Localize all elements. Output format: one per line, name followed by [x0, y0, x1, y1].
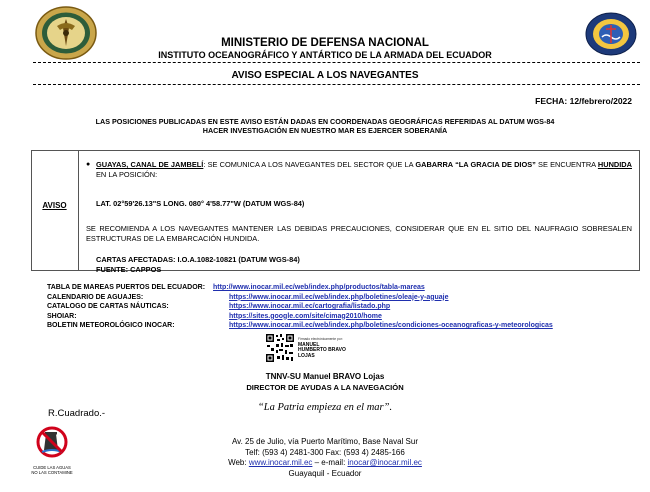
link-label: CALENDARIO DE AGUAJES: — [47, 293, 144, 301]
bullet-icon: ● — [86, 161, 91, 168]
web-email-line — [0, 458, 650, 469]
header-divider — [33, 62, 640, 63]
notice-recommendation: SE RECOMIENDA A LOS NAVEGANTES MANTENER LAS DEBIDAS PRECAUCIONES, CONSIDERAR QUE EN EL SITIO DEL NAUFRAGIO SOBRESALEN ESTRUCTURAS DE LA EMBARCACIÓN HUNDIDA. — [86, 224, 632, 243]
link-row — [47, 312, 637, 322]
link-label: CATALOGO DE CARTAS NÁUTICAS: — [47, 303, 169, 310]
sovereignty-slogan: HACER INVESTIGACIÓN EN NUESTRO MAR ES EJERCER SOBERANÍA — [202, 126, 448, 135]
link-label: SHOIAR: — [47, 312, 77, 320]
motto: “La Patria empieza en el mar”. — [257, 402, 393, 413]
notice-content — [86, 160, 632, 275]
notice-source: FUENTE: CAPPOS — [96, 265, 162, 274]
notice-box-divider — [78, 150, 79, 271]
signature-name-line: LOJAS — [298, 352, 315, 359]
notice-bullet — [86, 160, 632, 180]
notice-text-c: EN LA POSICIÓN: — [96, 170, 158, 179]
link-row — [47, 293, 637, 303]
link-row — [47, 321, 637, 331]
notice-text-a: : SE COMUNICA A LOS NAVEGANTES DEL SECTOR QUE LA — [203, 160, 416, 169]
notice-position: LAT. 02°59'26.13"S LONG. 080° 4'58.77"W (DATUM WGS-84) — [96, 199, 305, 208]
signed-by-label: Firmado electrónicamente por: — [298, 337, 343, 341]
contact-address — [0, 437, 650, 479]
author-initials: R.Cuadrado.- — [48, 408, 106, 419]
shoiar-link[interactable]: https://sites.google.com/site/cimag2010/home — [229, 312, 382, 320]
city-line: Guayaquil - Ecuador — [288, 468, 362, 478]
env-logo-line: CUIDE LAS AGUAS — [33, 465, 71, 470]
link-row — [47, 283, 637, 293]
digital-signature-text — [298, 337, 346, 359]
document-date: FECHA: 12/febrero/2022 — [535, 96, 632, 106]
reference-links — [47, 283, 637, 331]
web-label: Web: — [228, 458, 249, 467]
datum-notice: LAS POSICIONES PUBLICADAS EN ESTE AVISO ESTÁN DADAS EN COORDENADAS GEOGRÁFICAS REFERIDAS AL DATUM WGS-84 — [95, 117, 555, 126]
qr-code-icon — [265, 333, 295, 363]
address-line: Av. 25 de Julio, vía Puerto Marítimo, Base Naval Sur — [231, 437, 418, 446]
phone-line: Telf: (593 4) 2481-300 Fax: (593 4) 2485-166 — [245, 447, 405, 457]
notice-status: HUNDIDA — [597, 160, 632, 169]
aguajes-calendar-link[interactable]: https://www.inocar.mil.ec/web/index.php/boletines/oleaje-y-aguaje — [229, 293, 449, 301]
link-label: TABLA DE MAREAS PUERTOS DEL ECUADOR: — [47, 284, 206, 291]
link-row — [47, 302, 637, 312]
title-divider — [33, 84, 640, 85]
link-label: BOLETIN METEOROLÓGICO INOCAR: — [47, 322, 175, 329]
signer-title: DIRECTOR DE AYUDAS A LA NAVEGACIÓN — [246, 383, 404, 392]
document-title: AVISO ESPECIAL A LOS NAVEGANTES — [231, 70, 419, 81]
signature-name-line: MANUEL — [298, 341, 320, 348]
email-link[interactable]: inocar@inocar.mil.ec — [347, 458, 422, 467]
env-logo-line: NO LAS CONTAMINE — [31, 470, 73, 475]
notice-vessel: GABARRA “LA GRACIA DE DIOS” — [415, 160, 536, 169]
notice-place: GUAYAS, CANAL DE JAMBELÍ — [96, 160, 204, 169]
email-label: – e-mail: — [312, 458, 348, 467]
weather-bulletin-link[interactable]: https://www.inocar.mil.ec/web/index.php/boletines/condiciones-oceanograficas-y-meteorologicas — [229, 322, 553, 329]
notice-text-b: SE ENCUENTRA — [535, 160, 598, 169]
institute-heading: INSTITUTO OCEANOGRÁFICO Y ANTÁRTICO DE LA ARMADA DEL ECUADOR — [158, 50, 492, 60]
tide-table-link[interactable]: http://www.inocar.mil.ec/web/index.php/productos/tabla-mareas — [213, 284, 425, 291]
ministry-heading: MINISTERIO DE DEFENSA NACIONAL — [221, 37, 429, 49]
signer-name: TNNV-SU Manuel BRAVO Lojas — [265, 372, 385, 381]
affected-charts: CARTAS AFECTADAS: I.O.A.1082-10821 (DATUM WGS-84) — [96, 255, 300, 264]
signature-name-line: HUMBERTO BRAVO — [298, 347, 346, 353]
notice-paragraph — [96, 160, 632, 180]
nautical-charts-link[interactable]: https://www.inocar.mil.ec/cartografia/listado.php — [229, 303, 391, 310]
website-link[interactable]: www.inocar.mil.ec — [248, 458, 313, 467]
notice-label: AVISO — [42, 201, 67, 210]
